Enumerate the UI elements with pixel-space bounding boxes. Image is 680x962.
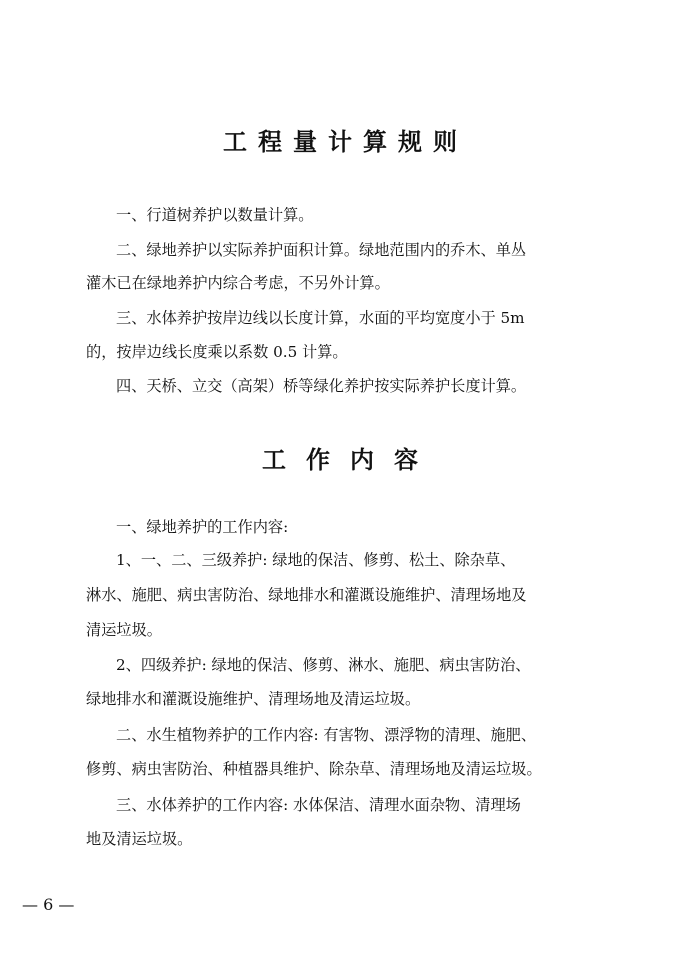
content-line: 1、一、二、三级养护: 绿地的保洁、修剪、松土、除杂草、 xyxy=(116,551,516,569)
content-line: 一、绿地养护的工作内容: xyxy=(116,518,289,536)
rule-line: 灌木已在绿地养护内综合考虑，不另外计算。 xyxy=(86,274,390,292)
section-title-calculation-rules: 工程量计算规则 xyxy=(223,127,468,156)
content-line: 二、水生植物养护的工作内容: 有害物、漂浮物的清理、施肥、 xyxy=(116,726,537,744)
rule-line: 一、行道树养护以数量计算。 xyxy=(116,206,314,224)
rule-line: 二、绿地养护以实际养护面积计算。绿地范围内的乔木、单丛 xyxy=(116,241,527,259)
section-title-work-content: 工作内容 xyxy=(262,445,438,474)
content-line: 修剪、病虫害防治、种植器具维护、除杂草、清理场地及清运垃圾。 xyxy=(86,760,542,778)
content-line: 淋水、施肥、病虫害防治、绿地排水和灌溉设施维护、清理场地及 xyxy=(86,586,527,604)
content-line: 三、水体养护的工作内容: 水体保洁、清理水面杂物、清理场 xyxy=(116,796,521,814)
content-line: 清运垃圾。 xyxy=(86,621,162,639)
rule-line: 四、天桥、立交（高架）桥等绿化养护按实际养护长度计算。 xyxy=(116,377,527,395)
content-line: 地及清运垃圾。 xyxy=(86,830,193,848)
content-line: 2、四级养护: 绿地的保洁、修剪、淋水、施肥、病虫害防治、 xyxy=(116,656,531,674)
page-number: — 6 — xyxy=(22,895,75,914)
rule-line: 的，按岸边线长度乘以系数 0.5 计算。 xyxy=(86,343,348,361)
content-line: 绿地排水和灌溉设施维护、清理场地及清运垃圾。 xyxy=(86,690,421,708)
rule-line: 三、水体养护按岸边线以长度计算，水面的平均宽度小于 5m xyxy=(116,309,525,327)
